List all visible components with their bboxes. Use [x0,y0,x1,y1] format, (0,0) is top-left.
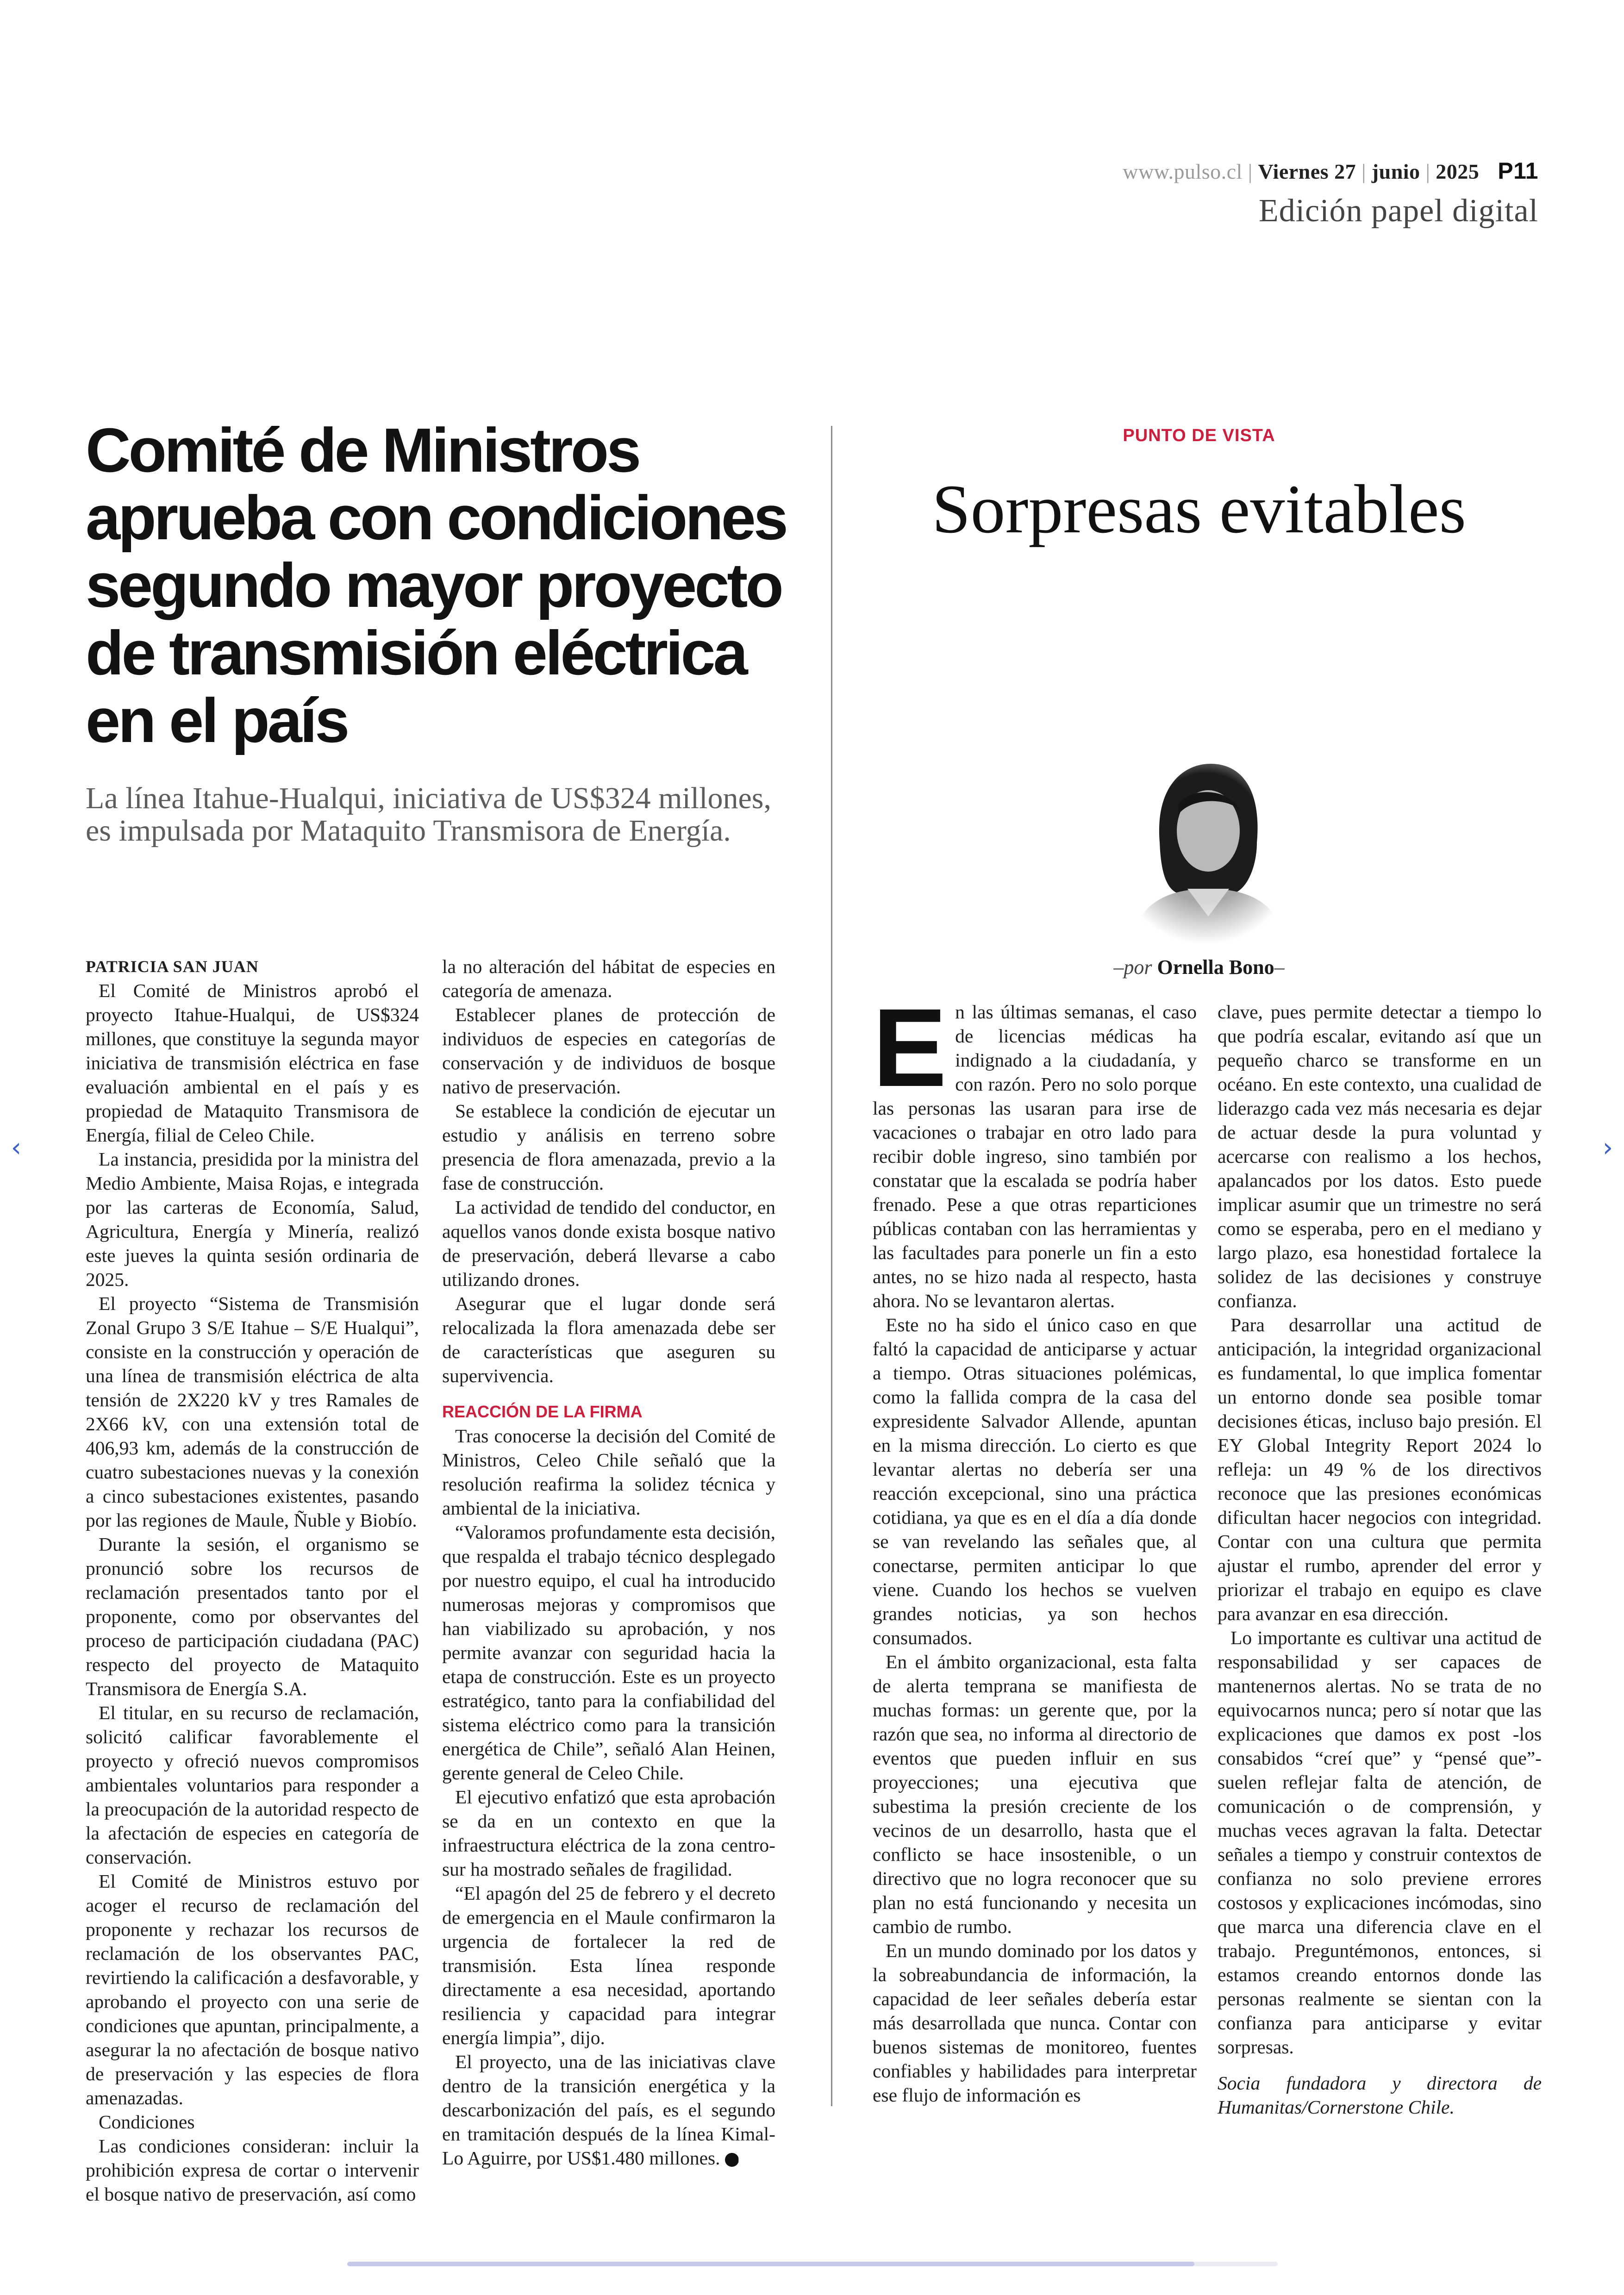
spacer [1218,2059,1542,2071]
issue-day: Viernes 27 [1258,160,1356,183]
paragraph: El Comité de Ministros estuvo por acoger el recurso de reclamación del proponente y rechazar los recursos de reclamación de los observantes PAC, revirtiendo la calificación a desfavorable, y aprobando el proyecto con una serie de condiciones que apuntan, principalmente, a asegurar la no afectación de bosque nativo de preservación y las especies de flora amenazadas. [86,1871,419,2108]
paragraph-text: El proyecto, una de las iniciativas clave dentro de la transición energética y la descarbonización del país, es el segundo en tramitación después de la línea Kimal-Lo Aguirre, por US$1.480 millones. [442,2051,775,2169]
article-byline: PATRICIA SAN JUAN [86,957,259,976]
paragraph: Se establece la condición de ejecutar un estudio y análisis en terreno sobre presencia de flora amenazada, previo a la fase de construcción. [442,1100,775,1194]
paragraph: La instancia, presidida por la ministra del Medio Ambiente, Maisa Rojas, e integrada por las carteras de Economía, Salud, Agricultura, Energía y Minería, realizó este jueves la quinta sesión ordinaria de 2025. [86,1148,419,1290]
opinion-column-2 [1218,1000,1542,2119]
separator: | [1425,160,1430,183]
paragraph: Para desarrollar una actitud de anticipación, la integridad organizacional es fundamental, lo que implica fomentar un entorno donde sea posible tomar decisiones éticas, incluso bajo presión. El EY Global Integrity Report 2024 lo refleja: un 49 % de los directivos reconoce que las presiones económicas dificultan hacer negocios con integridad. Contar con una cultura que permita ajustar el rumbo, aprender del error y priorizar el trabajo en equipo es clave para avanzar en esa dirección. [1218,1314,1542,1624]
paragraph: Las condiciones consideran: incluir la prohibición expresa de cortar o intervenir el bosque nativo de preservación, así como [86,2135,419,2205]
page-scrollbar[interactable] [347,2262,1278,2266]
author-name: Ornella Bono [1157,956,1274,979]
chevron-right-icon[interactable]: › [1602,1133,1613,1163]
section-subhead: REACCIÓN DE LA FIRMA [442,1402,643,1421]
author-portrait [1118,750,1294,944]
paragraph: El ejecutivo enfatizó que esta aprobación se da en un contexto en que la infraestructura eléctrica de la zona centro-sur ha mostrado señales de fragilidad. [442,1786,775,1880]
author-suffix: – [1274,956,1285,979]
paragraph: Tras conocerse la decisión del Comité de Ministros, Celeo Chile señaló que la resolución reafirma la solidez técnica y ambiental de la iniciativa. [442,1425,775,1519]
drop-cap: E [873,985,947,1110]
issue-meta [1123,157,1538,184]
paragraph [873,985,1197,1313]
paragraph: la no alteración del hábitat de especies en categoría de amenaza. [442,956,775,1001]
site-url[interactable]: www.pulso.cl [1123,160,1243,183]
paragraph: clave, pues permite detectar a tiempo lo que podría escalar, evitando así que un pequeño charco se transforme en un océano. En este contexto, una cualidad de liderazgo cada vez más necesaria es dejar de actuar desde la pura voluntad y acercarse con realismo a los hechos, apalancados por los datos. Esto puede implicar asumir que un trimestre no será como se esperaba, pero en el mediano y largo plazo, esa honestidad fortalece la solidez de las decisiones y construye confianza. [1218,1001,1542,1311]
issue-year: 2025 [1436,160,1480,183]
paragraph: “Valoramos profundamente esta decisión, que respalda el trabajo técnico desplegado por nuestro equipo, el cual ha introducido numerosas mejoras y compromisos que han viabilizado su aprobación, y nos permite avanzar con seguridad hacia la etapa de construcción. Este es un proyecto estratégico, tanto para la confiabilidad del sistema eléctrico como para la transición energética de Chile”, señaló Alan Heinen, gerente general de Celeo Chile. [442,1522,775,1784]
article-column-1 [86,954,419,2206]
paragraph [442,2050,775,2170]
opinion-title: Sorpresas evitables [932,471,1466,548]
author-prefix: –por [1113,956,1152,979]
section-kicker: PUNTO DE VISTA [1123,426,1275,445]
paragraph-text: n las últimas semanas, el caso de licencias médicas ha indignado a la ciudadanía, y con razón. Pero no solo porque las personas las usaran para irse de vacaciones o trabajar en otro lado para recibir doble ingreso, sino también por constatar que la escalada se podría haber frenado. Pese a que otras reparticiones públicas contaban con las herramientas y las facultades para ponerle un fin a esto antes, no se hizo nada al respecto, hasta ahora. No se levantaron alertas. [873,1001,1197,1311]
article-headline: Comité de Ministros aprueba con condiciones segundo mayor proyecto de transmisión eléctrica en el país [86,415,786,755]
paragraph: El titular, en su recurso de reclamación, solicitó calificar favorablemente el proyecto y ofreció nuevos compromisos ambientales voluntarios para responder a la preocupación de la autoridad respecto de la afectación de especies en categoría de conservación. [86,1702,419,1868]
paragraph: Asegurar que el lugar donde será relocalizada la flora amenazada debe ser de características que aseguren su supervivencia. [442,1293,775,1386]
article-deck: La línea Itahue-Hualqui, iniciativa de US$324 millones, es impulsada por Mataquito Transmisora de Energía. [86,781,771,848]
separator: | [1248,160,1253,183]
scrollbar-thumb[interactable] [347,2262,1194,2266]
opinion-column-1 [873,985,1197,2107]
paragraph: Durante la sesión, el organismo se pronunció sobre los recursos de reclamación presentados tanto por el proponente, como por observantes del proceso de participación ciudadana (PAC) respecto del proyecto de Mataquito Transmisora de Energía S.A. [86,1534,419,1699]
inline-subhead: Condiciones [99,2111,195,2133]
separator: | [1362,160,1366,183]
paragraph: En un mundo dominado por los datos y la sobreabundancia de información, la capacidad de leer señales debería estar más desarrollada que nunca. Contar con buenos sistemas de monitoreo, fuentes confiables y habilidades para interpretar ese flujo de información es [873,1940,1197,2106]
chevron-left-icon[interactable]: ‹ [11,1133,22,1163]
paragraph: Lo importante es cultivar una actitud de responsabilidad y ser capaces de mantenernos alertas. No se trata de no equivocarnos nunca; pero sí notar que las explicaciones que damos ex post -los consabidos “creí que” y “pensé que”- suelen reflejar falta de atención, de comunicación o de comprensión, y muchas veces agravan la falta. Detectar señales a tiempo y construir contextos de confianza no solo previene errores costosos y explicaciones incómodas, sino que marca una diferencia clave en el trabajo. Preguntémonos, entonces, si estamos creando entornos donde las personas realmente se sientan con la confianza para anticiparse y evitar sorpresas. [1218,1627,1542,2058]
paragraph: El proyecto “Sistema de Transmisión Zonal Grupo 3 S/E Itahue – S/E Hualqui”, consiste en la construcción y operación de una línea de transmisión eléctrica de alta tensión de 2X220 kV y tres Ramales de 2X66 kV, con una extensión total de 406,93 km, además de la construcción de cuatro subestaciones nuevas y la conexión a cinco subestaciones existentes, pasando por las regiones de Maule, Ñuble y Biobío. [86,1293,419,1531]
issue-month: junio [1371,160,1420,183]
edition-label: Edición papel digital [1258,193,1538,229]
article-column-2 [442,954,775,2170]
pulso-p-icon: P [725,2153,739,2167]
paragraph: La actividad de tendido del conductor, en aquellos vanos donde exista bosque nativo de preservación, deberá llevarse a cabo utilizando drones. [442,1197,775,1290]
page-number: P11 [1498,158,1538,184]
paragraph: El Comité de Ministros aprobó el proyecto Itahue-Hualqui, de US$324 millones, que constituye la segunda mayor iniciativa de transmisión eléctrica en fase evaluación ambiental en el país y es propiedad de Mataquito Transmisora de Energía, filial de Celeo Chile. [86,980,419,1146]
paragraph: Establecer planes de protección de individuos de especies en categorías de conservación y de individuos de bosque nativo de preservación. [442,1004,775,1098]
paragraph: En el ámbito organizacional, esta falta de alerta temprana se manifiesta de muchas formas: un gerente que, por la razón que sea, no informa al directorio de eventos que pueden influir en sus proyecciones; una ejecutiva que subestima la presión creciente de los vecinos de un desarrollo, hasta que el conflicto se hace insostenible, o un directivo que no logra reconocer que su plan no está funcionando y necesita un cambio de rumbo. [873,1651,1197,1937]
author-line [870,955,1528,979]
page-header [1123,157,1538,230]
column-divider [831,426,832,2106]
author-signature: Socia fundadora y directora de Humanitas/Cornerstone Chile. [1218,2072,1542,2118]
paragraph: Este no ha sido el único caso en que faltó la capacidad de anticiparse y actuar a tiempo. Otras situaciones polémicas, como la fallida compra de la casa del expresidente Salvador Allende, apuntan en la misma dirección. Lo cierto es que levantar alertas no debería ser una reacción excepcional, sino una práctica cotidiana, ya que es en el día a día donde se van revelando las señales que, al conectarse, permiten anticipar lo que viene. Cuando los hechos se vuelven grandes noticias, ya son hechos consumados. [873,1314,1197,1648]
paragraph: “El apagón del 25 de febrero y el decreto de emergencia en el Maule confirmaron la urgencia de fortalecer la red de transmisión. Esta línea responde directamente a esa necesidad, aportando resiliencia y capacidad para integrar energía limpia”, dijo. [442,1883,775,2048]
